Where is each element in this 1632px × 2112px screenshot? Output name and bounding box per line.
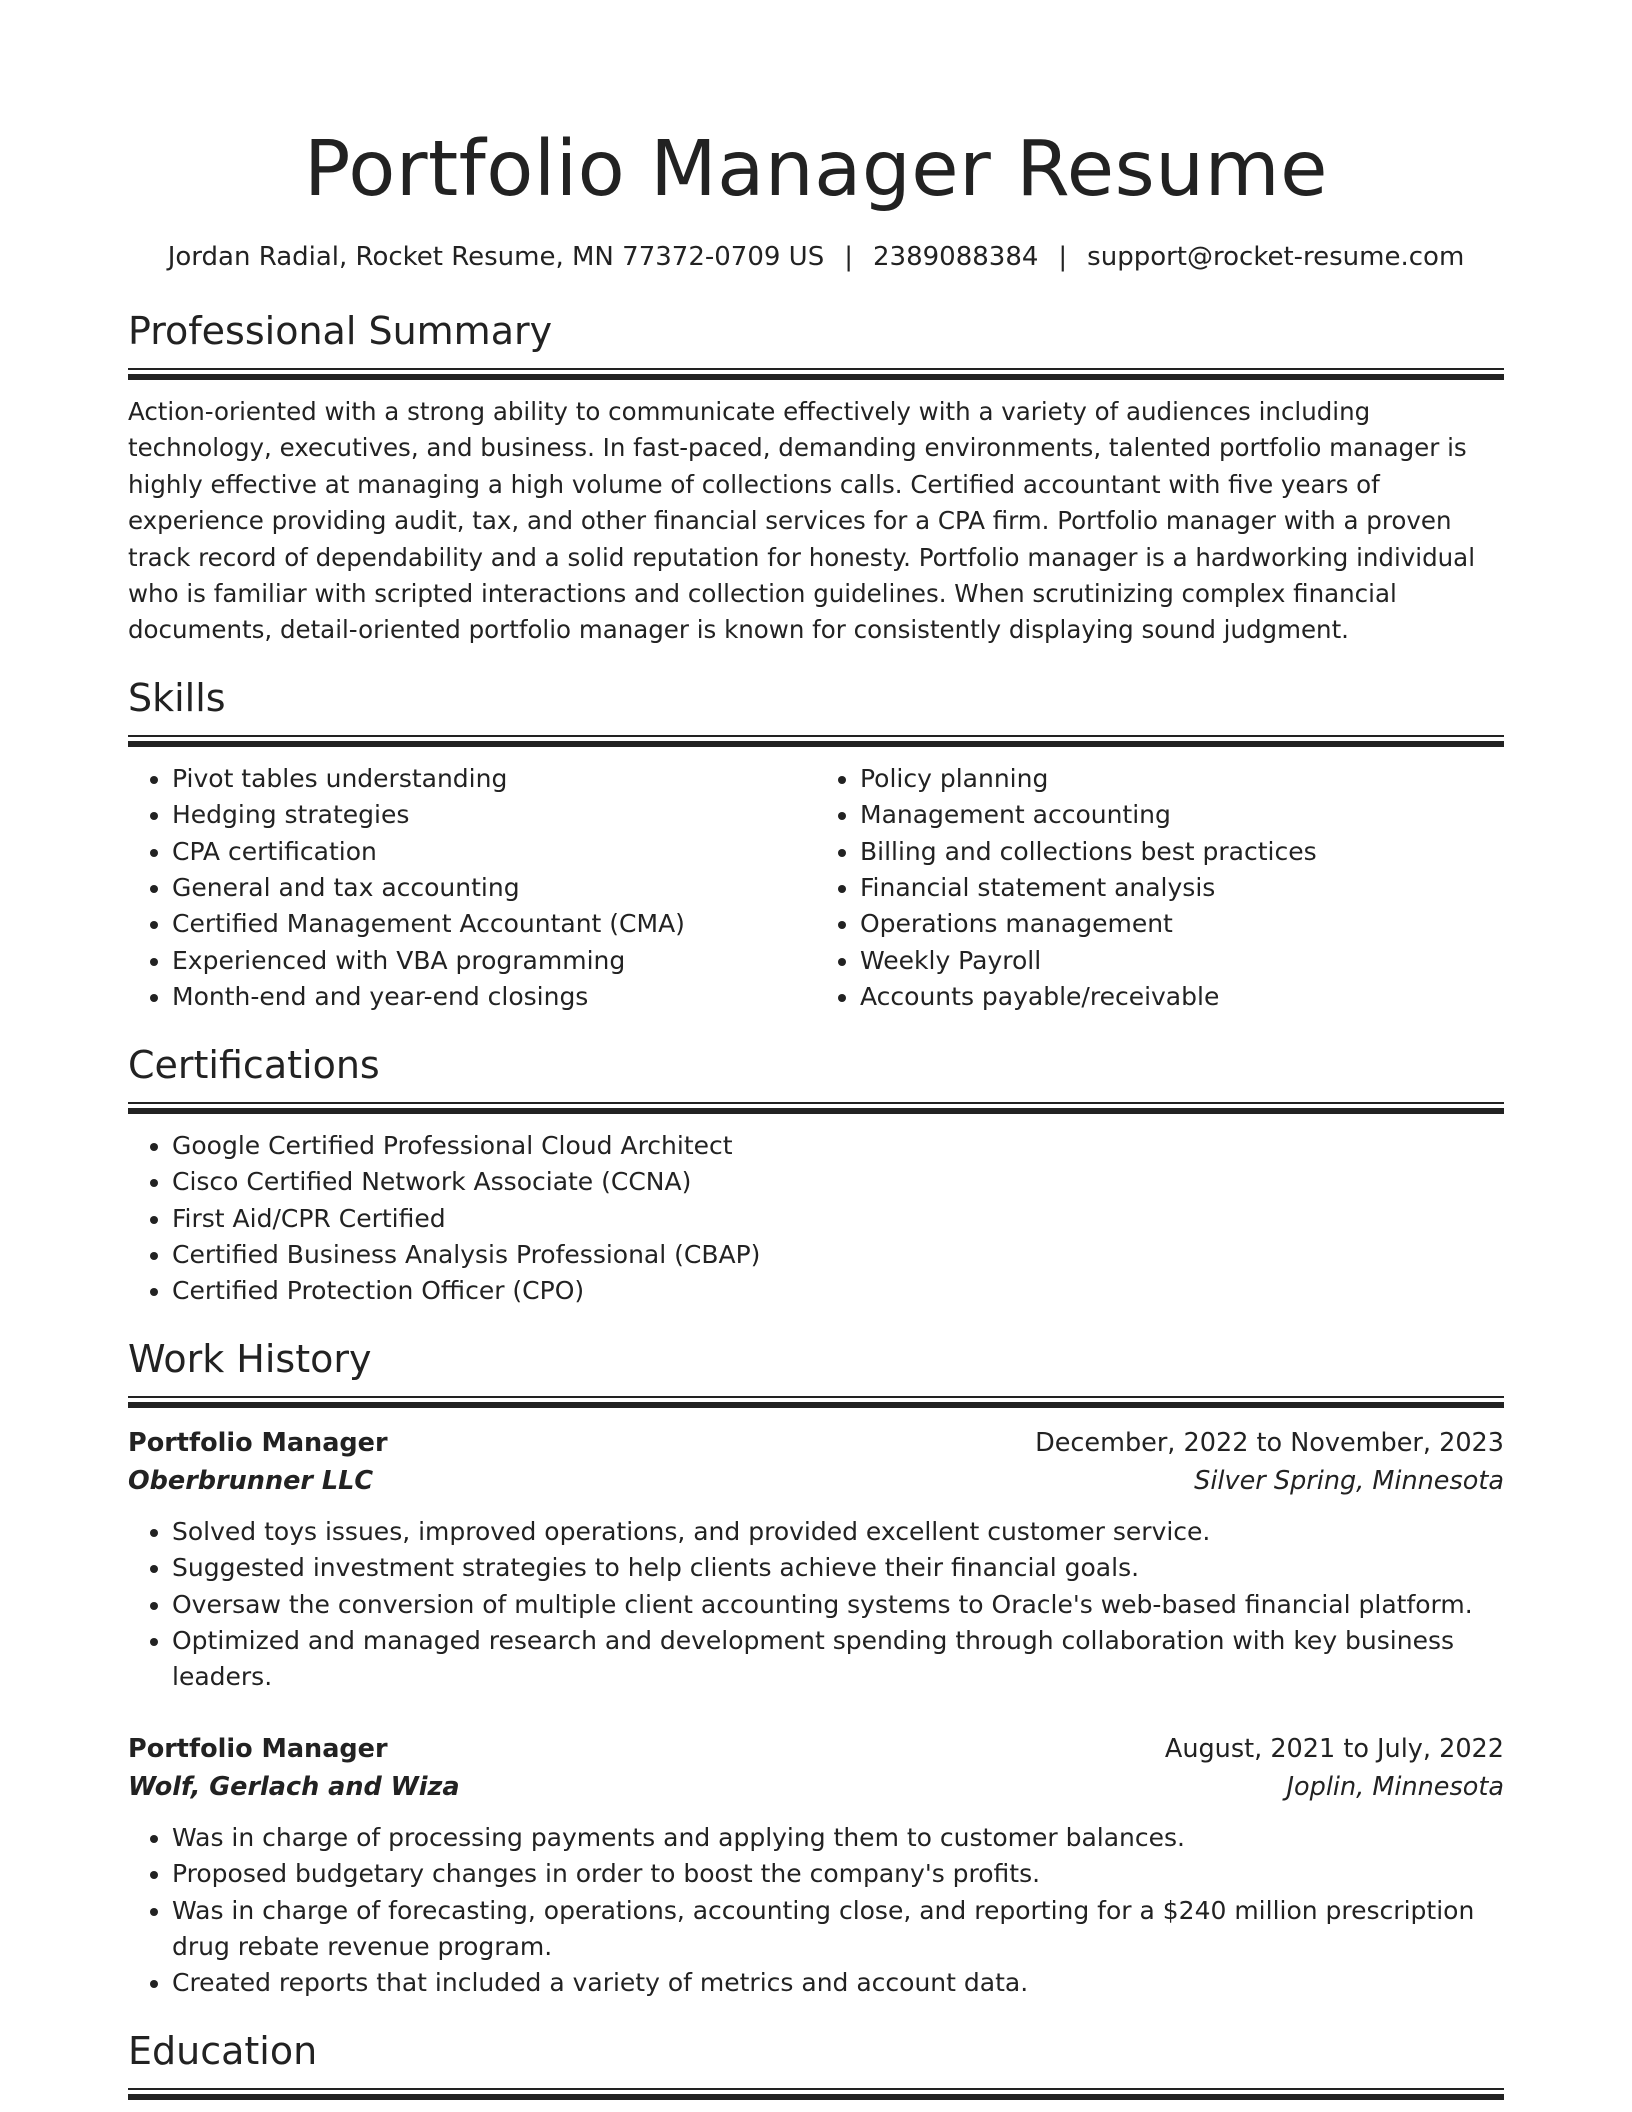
skill-item: • Financial statement analysis: [860, 870, 1504, 906]
certifications-section: [128, 1042, 1504, 1310]
skill-item: • CPA certification: [172, 834, 816, 870]
summary-heading: Professional Summary: [128, 309, 553, 353]
summary-text: Action-oriented with a strong ability to communicate effectively with a variety of audiences including technology, executives, and business. In fast-paced, demanding environments, talented portfolio manager is highly effective at managing a high volume of collections calls. Certified accountant with five years of experience providing audit, tax, and other financial services for a CPA firm. Portfolio manager with a proven track record of dependability and a solid reputation for honesty. Portfolio manager is a hardworking individual who is familiar with scripted interactions and collection guidelines. When scrutinizing complex financial documents, detail-oriented portfolio manager is known for consistently displaying sound judgment.: [128, 397, 1475, 645]
skills-section: [128, 675, 1504, 1016]
contact-email: support@rocket-resume.com: [1087, 242, 1465, 272]
skill-item: • Operations management: [860, 906, 1504, 942]
skill-item: • Accounts payable/receivable: [860, 979, 1504, 1015]
skills-right-column: [816, 761, 1504, 1016]
work-history-section: [128, 1336, 1504, 2002]
job-header: [128, 1424, 1504, 1462]
job-bullet: • Was in charge of processing payments and applying them to customer balances.: [172, 1820, 1504, 1856]
skill-item: • Certified Management Accountant (CMA): [172, 906, 816, 942]
skill-item: • Experienced with VBA programming: [172, 943, 816, 979]
skill-item: • Management accounting: [860, 797, 1504, 833]
skill-item: • Month-end and year-end closings: [172, 979, 816, 1015]
skills-columns: [128, 761, 1504, 1016]
job-location: Joplin, Minnesota: [1286, 1771, 1504, 1802]
job-bullet: • Oversaw the conversion of multiple client accounting systems to Oracle's web-based financial platform.: [172, 1587, 1504, 1623]
job-subheader: [128, 1768, 1504, 1806]
certification-item: • Certified Protection Officer (CPO): [172, 1273, 1504, 1309]
job-bullet: • Solved toys issues, improved operations, and provided excellent customer service.: [172, 1514, 1504, 1550]
contact-address: Jordan Radial, Rocket Resume, MN 77372-0709 US: [167, 242, 825, 272]
job-bullets: [128, 1820, 1504, 2002]
skill-item: • General and tax accounting: [172, 870, 816, 906]
job-dates: August, 2021 to July, 2022: [1164, 1733, 1504, 1764]
skill-item: • Hedging strategies: [172, 797, 816, 833]
job-company: Oberbrunner LLC: [128, 1465, 374, 1496]
section-divider: [128, 735, 1504, 747]
job-bullet: • Was in charge of forecasting, operations, accounting close, and reporting for a $240 million prescription drug rebate revenue program.: [172, 1893, 1504, 1966]
contact-separator: |: [844, 242, 853, 272]
skill-item: • Billing and collections best practices: [860, 834, 1504, 870]
certifications-list: [128, 1128, 1504, 1310]
job-bullets: [128, 1514, 1504, 1696]
contact-separator: |: [1058, 242, 1068, 272]
section-divider: [128, 1396, 1504, 1408]
skills-heading: Skills: [128, 675, 226, 720]
education-section: [128, 2028, 1504, 2100]
job-company: Wolf, Gerlach and Wiza: [128, 1771, 460, 1802]
contact-line: [128, 240, 1504, 274]
work-history-heading: Work History: [128, 1336, 372, 1381]
contact-phone: 2389088384: [872, 242, 1039, 272]
certification-item: • Certified Business Analysis Professional (CBAP): [172, 1237, 1504, 1273]
section-divider: [128, 368, 1504, 380]
job-title: Portfolio Manager: [128, 1733, 388, 1764]
job-bullet: • Proposed budgetary changes in order to boost the company's profits.: [172, 1856, 1504, 1892]
job-bullet: • Suggested investment strategies to help clients achieve their financial goals.: [172, 1550, 1504, 1586]
certifications-heading: Certifications: [128, 1042, 380, 1087]
job-bullet: • Created reports that included a variety of metrics and account data.: [172, 1965, 1504, 2001]
job-entry: [128, 1730, 1504, 2002]
job-location: Silver Spring, Minnesota: [1194, 1465, 1504, 1496]
job-dates: December, 2022 to November, 2023: [1035, 1427, 1504, 1458]
skill-item: • Policy planning: [860, 761, 1504, 797]
section-divider: [128, 1102, 1504, 1114]
certification-item: • First Aid/CPR Certified: [172, 1201, 1504, 1237]
job-entry: [128, 1424, 1504, 1696]
summary-section: [128, 308, 1504, 649]
job-bullet: • Optimized and managed research and development spending through collaboration with key business leaders.: [172, 1623, 1504, 1696]
resume-title: Portfolio Manager Resume: [304, 125, 1328, 214]
job-subheader: [128, 1462, 1504, 1500]
job-title: Portfolio Manager: [128, 1427, 388, 1458]
skills-list-right: [816, 761, 1504, 1016]
certification-item: • Cisco Certified Network Associate (CCNA): [172, 1164, 1504, 1200]
education-heading: Education: [128, 2028, 318, 2073]
skill-item: • Pivot tables understanding: [172, 761, 816, 797]
skill-item: • Weekly Payroll: [860, 943, 1504, 979]
skills-list-left: [128, 761, 816, 1016]
job-header: [128, 1730, 1504, 1768]
skills-left-column: [128, 761, 816, 1016]
certification-item: • Google Certified Professional Cloud Architect: [172, 1128, 1504, 1164]
section-divider: [128, 2088, 1504, 2100]
